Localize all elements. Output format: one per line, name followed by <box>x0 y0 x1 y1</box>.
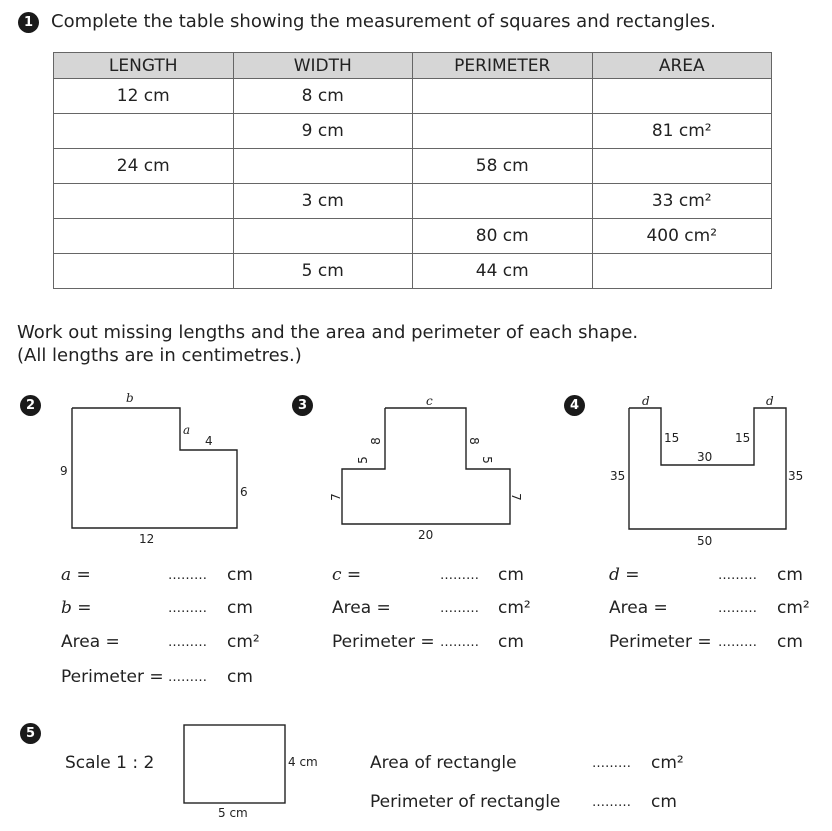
intro-line-1: Work out missing lengths and the area and perimeter of each shape. <box>17 322 639 343</box>
q2-answer-unit-b: cm <box>227 598 253 618</box>
table-cell[interactable]: 3 cm <box>233 184 413 219</box>
q4-label-15-right: 15 <box>735 431 751 445</box>
q5-width-label: 5 cm <box>218 806 248 820</box>
table-cell[interactable]: 81 cm² <box>592 114 772 149</box>
table-cell[interactable]: 44 cm <box>413 254 593 289</box>
header-perimeter: PERIMETER <box>413 53 593 79</box>
q3-label-5-left: 5 <box>355 456 370 464</box>
q4-label-35-right: 35 <box>788 469 804 483</box>
q2-answer-label-perimeter: Perimeter = <box>61 667 164 687</box>
table-cell[interactable]: 5 cm <box>233 254 413 289</box>
q2-label-b: b <box>126 391 134 405</box>
q3-label-20: 20 <box>418 528 434 542</box>
q4-label-d-right: d <box>766 394 774 408</box>
q4-answer-label-perimeter: Perimeter = <box>609 632 712 652</box>
q3-answer-label-perimeter: Perimeter = <box>332 632 435 652</box>
q2-answer-label-area: Area = <box>61 632 120 652</box>
table-cell[interactable]: 58 cm <box>413 149 593 184</box>
q3-label-7-right: 7 <box>508 493 523 501</box>
q4-label-15-left: 15 <box>664 431 680 445</box>
q2-label-4: 4 <box>205 434 213 448</box>
q4-answer-blank-d[interactable]: ……… <box>718 568 757 583</box>
table-cell[interactable]: 12 cm <box>54 79 234 114</box>
q3-label-8-right: 8 <box>466 437 481 445</box>
table-cell[interactable]: 9 cm <box>233 114 413 149</box>
q3-answer-label-c: c = <box>332 565 362 585</box>
q2-answer-blank-b[interactable]: ……… <box>168 601 207 616</box>
q5-answer-unit-area: cm² <box>651 753 684 773</box>
q2-answer-unit-perimeter: cm <box>227 667 253 687</box>
q2-answer-unit-area: cm² <box>227 632 260 652</box>
intro-line-2: (All lengths are in centimetres.) <box>17 345 302 366</box>
q3-answer-unit-perimeter: cm <box>498 632 524 652</box>
q4-label-35-left: 35 <box>610 469 626 483</box>
q3-answer-unit-c: cm <box>498 565 524 585</box>
q4-label-d-left: d <box>642 394 650 408</box>
q4-answer-blank-area[interactable]: ……… <box>718 601 757 616</box>
table-cell[interactable]: 400 cm² <box>592 219 772 254</box>
table-cell[interactable]: 24 cm <box>54 149 234 184</box>
q3-label-7-left: 7 <box>328 493 343 501</box>
q4-label-50: 50 <box>697 534 713 548</box>
q5-answer-label-perimeter: Perimeter of rectangle <box>370 792 561 812</box>
q3-label-8-left: 8 <box>368 437 383 445</box>
question-number-1: 1 <box>18 12 39 33</box>
q2-label-9: 9 <box>60 464 68 478</box>
header-area: AREA <box>592 53 772 79</box>
q3-label-c: c <box>426 394 433 408</box>
header-width: WIDTH <box>233 53 413 79</box>
table-cell[interactable]: 80 cm <box>413 219 593 254</box>
table-cell[interactable]: 8 cm <box>233 79 413 114</box>
q1-instruction: Complete the table showing the measurement of squares and rectangles. <box>51 11 716 32</box>
q2-label-6: 6 <box>240 485 248 499</box>
q3-answer-blank-c[interactable]: ……… <box>440 568 479 583</box>
q5-answer-blank-perimeter[interactable]: ……… <box>592 795 631 810</box>
q3-answer-blank-perimeter[interactable]: ……… <box>440 635 479 650</box>
q3-answer-unit-area: cm² <box>498 598 531 618</box>
table-cell[interactable]: 33 cm² <box>592 184 772 219</box>
q3-label-5-right: 5 <box>479 456 494 464</box>
q2-answer-label-b: b = <box>61 598 92 618</box>
q2-answer-blank-area[interactable]: ……… <box>168 635 207 650</box>
q2-label-a: a <box>183 423 191 437</box>
q5-answer-blank-area[interactable]: ……… <box>592 756 631 771</box>
q3-answer-label-area: Area = <box>332 598 391 618</box>
q2-label-12: 12 <box>139 532 155 546</box>
question-number-3: 3 <box>292 395 313 416</box>
question-number-5: 5 <box>20 723 41 744</box>
q5-height-label: 4 cm <box>288 755 318 769</box>
q4-answer-unit-d: cm <box>777 565 803 585</box>
q2-answer-unit-a: cm <box>227 565 253 585</box>
q4-answer-label-area: Area = <box>609 598 668 618</box>
q5-answer-label-area: Area of rectangle <box>370 753 517 773</box>
q4-answer-blank-perimeter[interactable]: ……… <box>718 635 757 650</box>
q2-answer-blank-perimeter[interactable]: ……… <box>168 670 207 685</box>
q2-answer-label-a: a = <box>61 565 91 585</box>
question-number-4: 4 <box>564 395 585 416</box>
q3-answer-blank-area[interactable]: ……… <box>440 601 479 616</box>
q2-answer-blank-a[interactable]: ……… <box>168 568 207 583</box>
q5-answer-unit-perimeter: cm <box>651 792 677 812</box>
q4-answer-unit-perimeter: cm <box>777 632 803 652</box>
q5-scale: Scale 1 : 2 <box>65 753 155 773</box>
q4-answer-unit-area: cm² <box>777 598 810 618</box>
header-length: LENGTH <box>54 53 234 79</box>
question-number-2: 2 <box>20 395 41 416</box>
q4-label-30: 30 <box>697 450 713 464</box>
q4-answer-label-d: d = <box>609 565 640 585</box>
